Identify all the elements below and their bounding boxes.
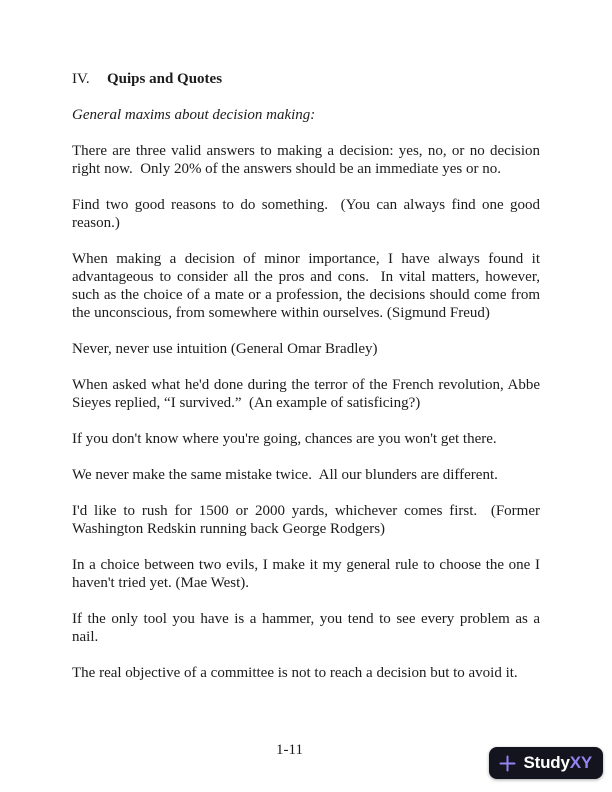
- text-line: I'd like to rush for 1500 or 2000 yards, whichever comes first. (Former: [72, 503, 540, 519]
- section-number: IV.: [72, 71, 90, 87]
- section-subtitle: General maxims about decision making:: [72, 107, 316, 123]
- text-line: When asked what he'd done during the terror of the French revolution, Abbe: [72, 377, 540, 393]
- text-line: In a choice between two evils, I make it my general rule to choose the one I: [72, 557, 540, 573]
- text-line: There are three valid answers to making a decision: yes, no, or no decision: [72, 143, 540, 159]
- text-line: If you don't know where you're going, chances are you won't get there.: [72, 431, 497, 447]
- brand-name-accent: XY: [569, 753, 592, 772]
- text-line: reason.): [72, 215, 120, 231]
- studyxy-badge: [489, 747, 603, 779]
- quote-paragraph: [72, 142, 540, 178]
- text-line: advantageous to consider all the pros and cons. In vital matters, however,: [72, 269, 540, 285]
- quote-paragraph: [72, 430, 540, 448]
- text-line: If the only tool you have is a hammer, you tend to see every problem as a: [72, 611, 540, 627]
- text-line: The real objective of a committee is not to reach a decision but to avoid it.: [72, 665, 518, 681]
- section-heading: [72, 70, 540, 88]
- text-line: Find two good reasons to do something. (You can always find one good: [72, 197, 540, 213]
- quote-paragraph: [72, 250, 540, 322]
- text-line: Washington Redskin running back George Rodgers): [72, 521, 386, 537]
- text-line: the unconscious, from somewhere within ourselves. (Sigmund Freud): [72, 305, 490, 321]
- text-line: right now. Only 20% of the answers should be an immediate yes or no.: [72, 161, 501, 177]
- text-line: haven't tried yet. (Mae West).: [72, 575, 249, 591]
- section-title: Quips and Quotes: [107, 71, 223, 87]
- brand-name-primary: Study: [523, 753, 570, 772]
- quote-paragraph: [72, 556, 540, 592]
- brand-name: [523, 753, 592, 773]
- text-line: When making a decision of minor importance, I have always found it: [72, 251, 540, 267]
- text-line: Sieyes replied, “I survived.” (An example of satisficing?): [72, 395, 421, 411]
- quote-paragraph: [72, 376, 540, 412]
- page-body: [72, 70, 540, 700]
- quote-paragraph: [72, 664, 540, 682]
- quote-paragraph: [72, 610, 540, 646]
- text-line: We never make the same mistake twice. All our blunders are different.: [72, 467, 498, 483]
- quote-paragraph: [72, 502, 540, 538]
- plus-icon: [498, 754, 517, 773]
- text-line: nail.: [72, 629, 99, 645]
- quote-paragraph: [72, 340, 540, 358]
- page-number: 1-11: [276, 742, 303, 758]
- quote-paragraph: [72, 466, 540, 484]
- quote-paragraph: [72, 196, 540, 232]
- text-line: such as the choice of a mate or a profession, the decisions should come from: [72, 287, 540, 303]
- text-line: Never, never use intuition (General Omar Bradley): [72, 341, 378, 357]
